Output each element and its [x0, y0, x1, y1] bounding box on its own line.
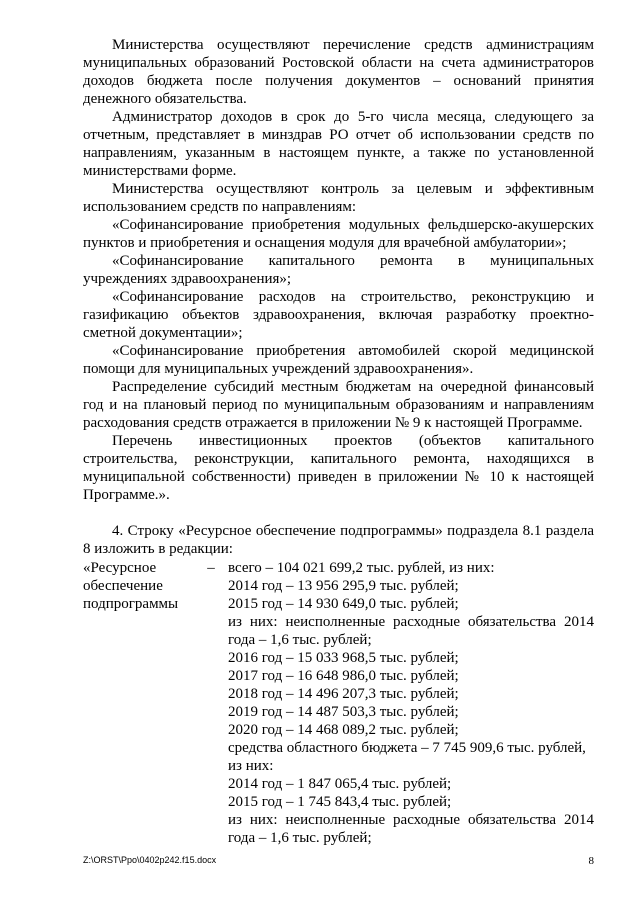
paragraph: «Софинансирование капитального ремонта в муниципальных учреждениях здравоохранения»;: [83, 253, 594, 287]
resource-line: 2017 год – 16 648 986,0 тыс. рублей;: [228, 668, 459, 684]
paragraph: «Софинансирование приобретения автомобилей скорой медицинской помощи для муниципальных учреждений здравоохранения».: [83, 343, 594, 377]
document-body: [83, 36, 594, 558]
resource-line: средства областного бюджета – 7 745 909,6 тыс. рублей,: [228, 740, 586, 756]
page-number: 8: [588, 855, 594, 867]
paragraph: Министерства осуществляют перечисление средств администрациям муниципальных образований Ростовской области на счета администраторов доходов бюджета после получения документов – оснований принятия денежного обязательства.: [83, 37, 594, 107]
paragraph: Распределение субсидий местным бюджетам на очередной финансовый год и на плановый период по муниципальным образованиям и направлениям расходования средств отражается в приложении № 9 к настоящей Программе.: [83, 379, 594, 431]
paragraph: «Софинансирование расходов на строительство, реконструкцию и газификацию объектов здравоохранения, включая разработку проектно-сметной документации»;: [83, 289, 594, 341]
resource-line: 2015 год – 1 745 843,4 тыс. рублей;: [228, 794, 452, 810]
resource-line: 2018 год – 14 496 207,3 тыс. рублей;: [228, 686, 459, 702]
resource-line: из них: неисполненные расходные обязательства 2014 года – 1,6 тыс. рублей;: [228, 614, 594, 648]
resource-line: 2014 год – 13 956 295,9 тыс. рублей;: [228, 578, 459, 594]
resource-line: 2015 год – 14 930 649,0 тыс. рублей;: [228, 596, 459, 612]
paragraph: «Софинансирование приобретения модульных фельдшерско-акушерских пунктов и приобретения и оснащения модуля для врачебной амбулатории»;: [83, 217, 594, 251]
resource-line: всего – 104 021 699,2 тыс. рублей, из них:: [228, 560, 495, 576]
resource-line: из них: неисполненные расходные обязательства 2014 года – 1,6 тыс. рублей;: [228, 812, 594, 846]
resource-line: 2020 год – 14 468 089,2 тыс. рублей;: [228, 722, 459, 738]
resource-line: из них:: [228, 758, 274, 774]
resource-values: [228, 559, 594, 847]
resource-label: «Ресурсное обеспечение подпрограммы: [83, 560, 179, 612]
file-path: Z:\ORST\Ppo\0402p242.f15.docx: [83, 855, 217, 865]
resource-dash: –: [207, 560, 215, 576]
paragraph: Администратор доходов в срок до 5-го числа месяца, следующего за отчетным, представляет в минздрав РО отчет об использовании средств по направлениям, указанным в настоящем пункте, а также по установленной министерствами форме.: [83, 109, 594, 179]
resource-line: 2019 год – 14 487 503,3 тыс. рублей;: [228, 704, 459, 720]
page-footer: [83, 855, 594, 869]
paragraph: Министерства осуществляют контроль за целевым и эффективным использованием средств по направлениям:: [83, 181, 594, 215]
paragraph: Перечень инвестиционных проектов (объектов капитального строительства, реконструкции, капитального ремонта, находящихся в муниципальной собственности) приведен в приложении № 10 к настоящей Программе.».: [83, 433, 594, 503]
resource-line: 2014 год – 1 847 065,4 тыс. рублей;: [228, 776, 452, 792]
resource-line: 2016 год – 15 033 968,5 тыс. рублей;: [228, 650, 459, 666]
paragraph: 4. Строку «Ресурсное обеспечение подпрограммы» подраздела 8.1 раздела 8 изложить в редакции:: [83, 523, 594, 557]
